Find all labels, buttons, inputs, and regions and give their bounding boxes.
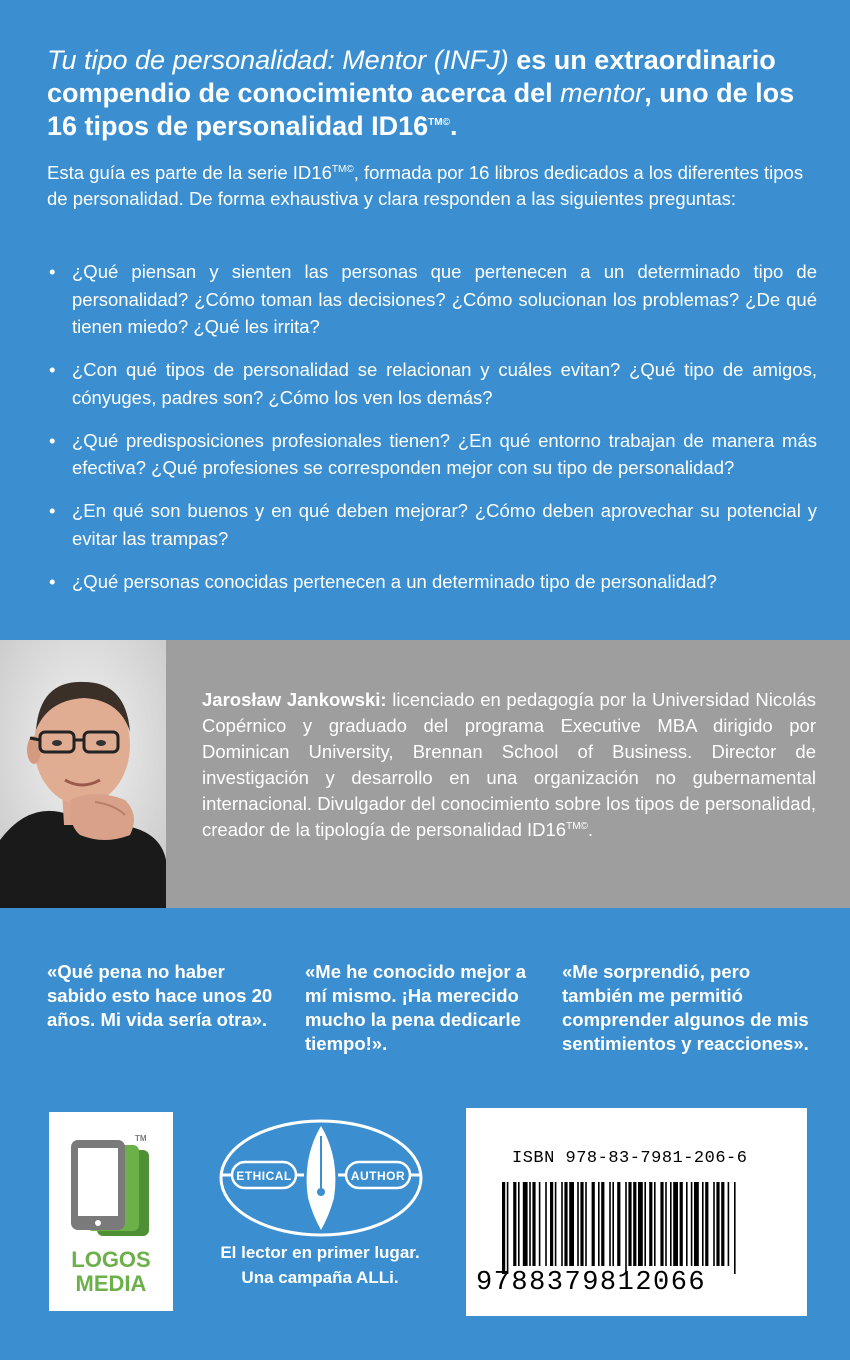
- barcode-bar: [716, 1182, 719, 1266]
- caption-line-2: Una campaña ALLi.: [241, 1268, 399, 1287]
- headline-end: .: [449, 111, 458, 141]
- barcode-bar: [555, 1182, 557, 1266]
- barcode-bar: [625, 1182, 627, 1274]
- trademark-mark: TM©: [331, 163, 354, 175]
- barcode-bar: [612, 1182, 614, 1266]
- author-bio-end: .: [587, 819, 594, 840]
- isbn-number: ISBN 978-83-7981-206-6: [512, 1149, 748, 1168]
- question-list: [47, 258, 817, 611]
- barcode-bar: [561, 1182, 563, 1266]
- barcode-bar: [644, 1182, 646, 1266]
- barcode-bar: [686, 1182, 688, 1266]
- barcode-bar: [545, 1182, 547, 1266]
- barcode-bar: [550, 1182, 553, 1266]
- author-photo: [0, 640, 166, 908]
- barcode-bar: [513, 1182, 516, 1266]
- publisher-logo: [49, 1112, 173, 1311]
- author-label: AUTHOR: [350, 1169, 406, 1183]
- ethical-author-caption: [200, 1240, 440, 1290]
- barcode-bar: [654, 1182, 656, 1266]
- intro-text-2: , formada por 16 libros dedicados a los diferentes tipos de personalidad. De forma exhaustiva y clara responden a las siguientes preguntas:: [47, 162, 804, 209]
- barcode-bar: [691, 1182, 693, 1266]
- question-item: • ¿Qué personas conocidas pertenecen a un determinado tipo de personalidad?: [47, 568, 817, 596]
- barcode-bar: [702, 1182, 704, 1266]
- barcode-bar: [680, 1182, 683, 1266]
- trademark-mark: TM©: [566, 820, 588, 832]
- barcode-bar: [694, 1182, 699, 1266]
- barcode-bar: [518, 1182, 520, 1266]
- pen-nib-icon: [218, 1118, 424, 1248]
- book-title: Tu tipo de personalidad: Mentor (INFJ): [47, 45, 509, 75]
- intro-text-1: Esta guía es parte de la serie ID16: [47, 162, 332, 183]
- barcode-bar: [592, 1182, 595, 1266]
- barcode-bar: [569, 1182, 574, 1266]
- barcode-bar: [628, 1182, 631, 1266]
- isbn-barcode: [466, 1108, 807, 1316]
- author-bio: [202, 687, 816, 843]
- barcode-bar: [577, 1182, 579, 1266]
- barcode-bar: [523, 1182, 528, 1266]
- question-item: • ¿En qué son buenos y en qué deben mejorar? ¿Cómo deben aprovechar su potencial y evitar las trampas?: [47, 497, 817, 552]
- barcode-bar: [638, 1182, 643, 1266]
- author-bio-text: licenciado en pedagogía por la Universidad Nicolás Copérnico y graduado del programa Executive MBA dirigido por Dominican University, Brennan School of Business. Director de investigación y desarrollo en una organización no gubernamental internacional. Divulgador del conocimiento sobre los tipos de personalidad, creador de la tipología de personalidad ID16: [202, 689, 817, 840]
- barcode-digits: 9788379812066: [476, 1268, 707, 1298]
- headline-text-1: es un extraordinario compendio de conocimiento acerca del: [47, 45, 776, 108]
- barcode-bar: [665, 1182, 667, 1266]
- barcode-bar: [660, 1182, 663, 1266]
- trademark-mark: TM©: [428, 117, 450, 128]
- barcode-bar: [502, 1182, 505, 1274]
- caption-line-1: El lector en primer lugar.: [220, 1243, 420, 1262]
- barcode-bar: [564, 1182, 567, 1266]
- question-item: • ¿Con qué tipos de personalidad se relacionan y cuáles evitan? ¿Qué tipo de amigos, cónyuges, padres son? ¿Cómo los ven los demás?: [47, 356, 817, 411]
- author-portrait-icon: [0, 640, 166, 908]
- ethical-author-badge: [218, 1118, 424, 1248]
- author-name: Jarosław Jankowski:: [202, 689, 387, 710]
- barcode-bar: [670, 1182, 672, 1266]
- question-item: • ¿Qué piensan y sienten las personas que pertenecen a un determinado tipo de personalidad? ¿Cómo toman las decisiones? ¿Cómo solucionan los problemas? ¿De qué tienen miedo? ¿Qué les irrita?: [47, 258, 817, 341]
- barcode-bar: [598, 1182, 600, 1266]
- barcode-bar: [507, 1182, 509, 1274]
- barcode-bar: [721, 1182, 724, 1266]
- barcode-bar: [673, 1182, 678, 1266]
- barcode-bar: [633, 1182, 636, 1266]
- barcode-bar: [601, 1182, 604, 1266]
- intro-paragraph: [47, 160, 817, 212]
- barcode-bar: [734, 1182, 736, 1274]
- barcode-bar: [532, 1182, 535, 1266]
- headline-text-2: , uno de los 16 tipos de personalidad ID16: [47, 78, 795, 141]
- barcode-bar: [728, 1182, 730, 1266]
- barcode-bar: [617, 1182, 620, 1266]
- publisher-name-line1: LOGOS: [71, 1247, 151, 1272]
- author-section: [0, 640, 850, 908]
- barcode-bar: [609, 1182, 611, 1266]
- barcode-bar: [713, 1182, 715, 1266]
- publisher-name-line2: MEDIA: [75, 1271, 147, 1296]
- back-cover-headline: [47, 44, 817, 143]
- barcode-bar: [585, 1182, 587, 1266]
- headline-mentor-word: mentor: [560, 78, 645, 108]
- reader-quote: «Me sorprendió, pero también me permitió comprender algunos de mis sentimientos y reacciones».: [562, 961, 809, 1054]
- barcode-bar: [580, 1182, 583, 1266]
- barcode-bar: [649, 1182, 652, 1266]
- publisher-tm: TM: [135, 1134, 147, 1143]
- reader-quote: «Me he conocido mejor a mí mismo. ¡Ha merecido mucho la pena dedicarle tiempo!».: [305, 961, 527, 1054]
- ethical-label: ETHICAL: [236, 1169, 292, 1183]
- barcode-bar: [539, 1182, 541, 1266]
- barcode-bar: [529, 1182, 531, 1266]
- barcode-bar: [705, 1182, 708, 1266]
- question-item: • ¿Qué predisposiciones profesionales tienen? ¿En qué entorno trabajan de manera más efectiva? ¿Qué profesiones se corresponden mejor con su tipo de personalidad?: [47, 427, 817, 482]
- reader-quote: «Qué pena no haber sabido esto hace unos 20 años. Mi vida sería otra».: [47, 961, 273, 1030]
